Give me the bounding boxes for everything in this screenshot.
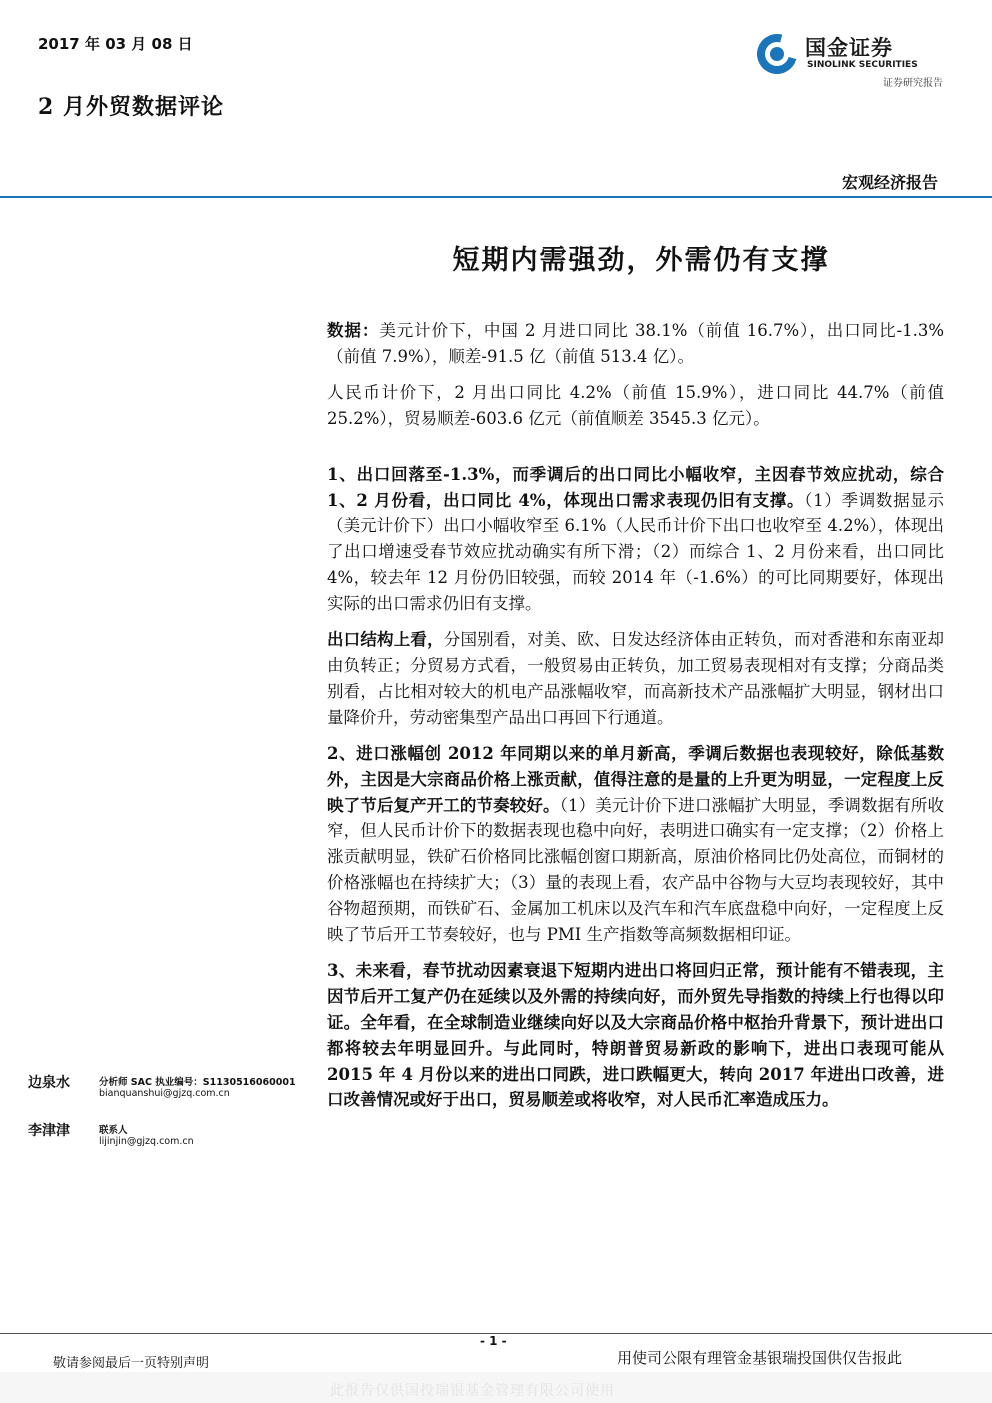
paragraph-outlook bbox=[327, 958, 944, 1113]
header-divider bbox=[0, 196, 992, 198]
doc-title: 2 月外贸数据评论 bbox=[38, 94, 224, 120]
watermark: 此报告仅供国投瑞银基金管理有限公司使用 bbox=[330, 1383, 615, 1399]
analyst-email[interactable]: lijinjin@gjzq.com.cn bbox=[99, 1136, 194, 1147]
analyst-email[interactable]: bianquanshui@gjzq.com.cn bbox=[99, 1088, 230, 1099]
paragraph-lead: 3、未来看，春节扰动因素衰退下短期内进出口将回归正常，预计能有不错表现，主因节后开工复产仍在延续以及外需的持续向好，而外贸先导指数的持续上行也得以印证。全年看，在全球制造业继续向好以及大宗商品价格中枢抬升背景下，预计进出口都将较去年明显回升。与此同时，特朗普贸易新政的影响下，进出口表现可能从 2015 年 4 月份以来的进出口同跌，进口跌幅更大，转向 2017 年进出口改善，进口改善情况或好于出口，贸易顺差或将收窄，对人民币汇率造成压力。 bbox=[327, 960, 944, 1110]
paragraph-text: 分国别看，对美、欧、日发达经济体由正转负，而对香港和东南亚却由负转正；分贸易方式看，一般贸易由正转负，加工贸易表现相对有支撑；分商品类别看，占比相对较大的机电产品涨幅收窄，而高新技术产品涨幅扩大明显，钢材出口量降价升，劳动密集型产品出口再回下行通道。 bbox=[327, 630, 945, 727]
footer-disclaimer: 敬请参阅最后一页特别声明 bbox=[53, 1356, 210, 1371]
analyst-role: 联系人 bbox=[99, 1125, 128, 1136]
paragraph-text: 美元计价下，中国 2 月进口同比 38.1%（前值 16.7%），出口同比-1.3%（前值 7.9%），顺差-91.5 亿（前值 513.4 亿）。 bbox=[327, 321, 945, 366]
sinolink-logo bbox=[757, 30, 947, 92]
paragraph-text: 人民币计价下，2 月出口同比 4.2%（前值 15.9%），进口同比 44.7%（前值 25.2%），贸易顺差-603.6 亿元（前值顺差 3545.3 亿元）。 bbox=[327, 382, 944, 428]
paragraph-text: （1）美元计价下进口涨幅扩大明显，季调数据有所收窄，但人民币计价下的数据表现也稳中向好，表明进口确实有一定支撑；（2）价格上涨贡献明显，铁矿石价格同比涨幅创窗口期新高，原油价格同比仍处高位，而铜材的价格涨幅也在持续扩大；（3）量的表现上看，农产品中谷物与大豆均表现较好，其中谷物超预期，而铁矿石、金属加工机床以及汽车和汽车底盘稳中向好，一定程度上反映了节后开工节奏较好，也与 PMI 生产指数等高频数据相印证。 bbox=[327, 795, 944, 945]
logo-name-cn: 国金证券 bbox=[805, 36, 893, 60]
report-body bbox=[327, 318, 944, 1123]
paragraph-text: （1）季调数据显示（美元计价下）出口小幅收窄至 6.1%（人民币计价下出口也收窄至 4.2%），体现出了出口增速受春节效应扰动确实有所下滑；（2）而综合 1、2 月份来看，出口同比 4%，较去年 12 月份仍旧较强，而较 2014 年（-1.6%）的可比同期要好，体现出实际的出口需求仍旧有支撑。 bbox=[327, 490, 945, 614]
paragraph-data bbox=[327, 318, 944, 370]
analyst-name: 李津津 bbox=[28, 1123, 70, 1139]
headline: 短期内需强劲，外需仍有支撑 bbox=[452, 245, 830, 276]
logo-dot-icon bbox=[770, 47, 784, 61]
paragraph-export bbox=[327, 462, 944, 617]
logo-subtitle: 证券研究报告 bbox=[883, 78, 943, 89]
logo-name-en: SINOLINK SECURITIES bbox=[807, 60, 918, 70]
paragraph-rmb bbox=[327, 380, 944, 432]
report-date: 2017 年 03 月 08 日 bbox=[38, 35, 193, 53]
paragraph-export-structure bbox=[327, 627, 944, 731]
paragraph-lead: 数据： bbox=[327, 321, 380, 340]
page-number: - 1 - bbox=[480, 1334, 507, 1348]
paragraph-import bbox=[327, 741, 944, 948]
report-type: 宏观经济报告 bbox=[841, 173, 938, 192]
paragraph-lead: 1、出口回落至-1.3%，而季调后的出口同比小幅收窄，主因春节效应扰动，综合 1、2 月份看，出口同比 4%，体现出口需求表现仍旧有支撑。 bbox=[327, 464, 944, 510]
paragraph-lead: 出口结构上看， bbox=[327, 630, 444, 650]
analyst-role: 分析师 SAC 执业编号：S1130516060001 bbox=[99, 1077, 296, 1088]
paragraph-lead: 2、进口涨幅创 2012 年同期以来的单月新高，季调后数据也表现较好，除低基数外，主因是大宗商品价格上涨贡献，值得注意的是量的上升更为明显，一定程度上反映了节后复产开工的节奏较好。 bbox=[327, 743, 944, 815]
footer-right-text: 用使司公限有理管金基银瑞投国供仅告报此 bbox=[617, 1349, 903, 1367]
analyst-name: 边泉水 bbox=[28, 1075, 70, 1091]
